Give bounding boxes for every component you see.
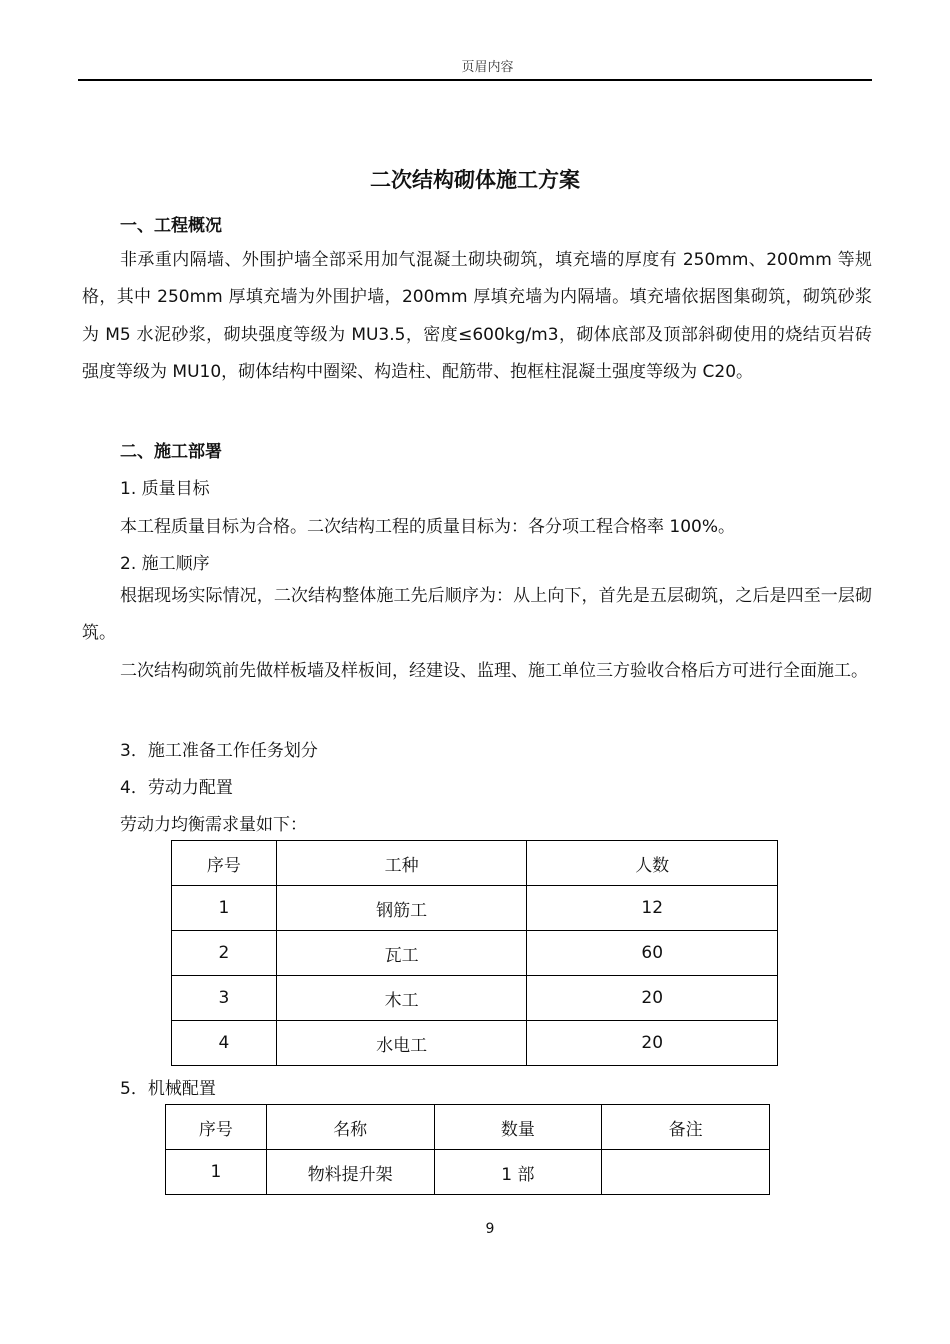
labor-header-count: 人数 (527, 841, 778, 886)
section-heading-overview: 一、工程概况 (120, 216, 222, 236)
sequence-paragraph-2: 二次结构砌筑前先做样板墙及样板间，经建设、监理、施工单位三方验收合格后方可进行全面施工。 (120, 661, 868, 681)
labor-cell-trade: 瓦工 (276, 931, 527, 976)
machinery-header-remark: 备注 (602, 1105, 770, 1150)
table-row (172, 931, 778, 976)
labor-header-index: 序号 (172, 841, 277, 886)
machinery-header-index: 序号 (166, 1105, 267, 1150)
table-row (172, 886, 778, 931)
item-preparation-tasks: 3．施工准备工作任务划分 (120, 741, 318, 761)
machinery-header-name: 名称 (266, 1105, 434, 1150)
machinery-cell-remark (602, 1150, 770, 1195)
labor-cell-count: 20 (527, 1021, 778, 1066)
machinery-table-header-row (166, 1105, 770, 1150)
labor-table-header-row (172, 841, 778, 886)
overview-paragraph: 非承重内隔墙、外围护墙全部采用加气混凝土砌块砌筑，填充墙的厚度有 250mm、200mm 等规格，其中 250mm 厚填充墙为外围护墙，200mm 厚填充墙为内隔墙。填充墙依据图集砌筑，砌筑砂浆为 M5 水泥砂浆，砌块强度等级为 MU3.5，密度≤600kg/m3，砌体底部及顶部斜砌使用的烧结页岩砖强度等级为 MU10，砌体结构中圈梁、构造柱、配筋带、抱框柱混凝土强度等级为 C20。 (82, 250, 872, 382)
item-construction-sequence: 2. 施工顺序 (120, 554, 210, 574)
document-title: 二次结构砌体施工方案 (370, 168, 580, 192)
labor-cell-count: 20 (527, 976, 778, 1021)
sequence-paragraph-1: 根据现场实际情况，二次结构整体施工先后顺序为：从上向下，首先是五层砌筑，之后是四至一层砌筑。 (82, 586, 872, 644)
quality-target-text: 本工程质量目标为合格。二次结构工程的质量目标为：各分项工程合格率 100%。 (120, 517, 736, 537)
machinery-table (165, 1104, 770, 1195)
table-row (166, 1150, 770, 1195)
header-divider (78, 79, 872, 81)
page-number: 9 (485, 1221, 495, 1237)
labor-cell-index: 4 (172, 1021, 277, 1066)
labor-cell-count: 12 (527, 886, 778, 931)
page-header-text: 页眉内容 (461, 60, 514, 75)
labor-cell-index: 2 (172, 931, 277, 976)
labor-cell-index: 3 (172, 976, 277, 1021)
labor-table (171, 840, 778, 1066)
labor-header-trade: 工种 (276, 841, 527, 886)
machinery-cell-index: 1 (166, 1150, 267, 1195)
labor-cell-index: 1 (172, 886, 277, 931)
item-machinery-allocation: 5．机械配置 (120, 1079, 216, 1099)
item-quality-target: 1. 质量目标 (120, 479, 210, 499)
section-heading-deployment: 二、施工部署 (120, 442, 222, 462)
labor-cell-trade: 钢筋工 (276, 886, 527, 931)
table-row (172, 1021, 778, 1066)
labor-cell-trade: 水电工 (276, 1021, 527, 1066)
machinery-cell-quantity: 1 部 (434, 1150, 602, 1195)
labor-cell-count: 60 (527, 931, 778, 976)
labor-cell-trade: 木工 (276, 976, 527, 1021)
labor-intro-text: 劳动力均衡需求量如下： (120, 815, 307, 835)
table-row (172, 976, 778, 1021)
machinery-cell-name: 物料提升架 (266, 1150, 434, 1195)
item-labor-allocation: 4．劳动力配置 (120, 778, 233, 798)
machinery-header-quantity: 数量 (434, 1105, 602, 1150)
